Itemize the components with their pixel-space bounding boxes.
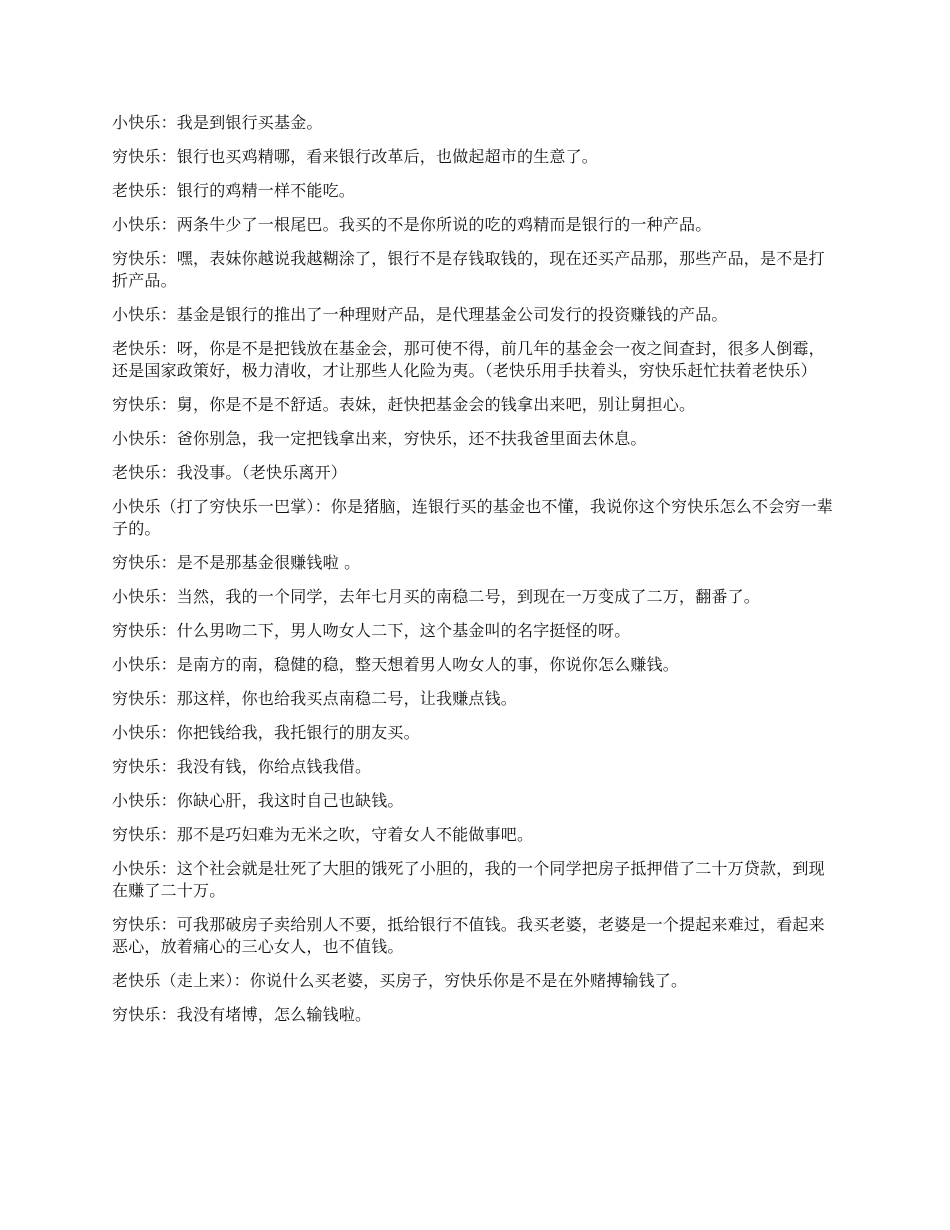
dialogue-line: 小快乐：基金是银行的推出了一种理财产品，是代理基金公司发行的投资赚钱的产品。 — [112, 305, 728, 324]
dialogue-line: 穷快乐：嘿，表妹你越说我越糊涂了，银行不是存钱取钱的，现在还买产品那，那些产品，是不是打折产品。 — [112, 249, 825, 290]
dialogue-line: 穷快乐：我没有堵博，怎么输钱啦。 — [112, 1005, 372, 1024]
dialogue-line: 小快乐（打了穷快乐一巴掌）：你是猪脑，连银行买的基金也不懂，我说你这个穷快乐怎么不会穷一辈子的。 — [112, 497, 834, 538]
dialogue-line: 小快乐：我是到银行买基金。 — [112, 113, 323, 132]
dialogue-line: 老快乐：我没事。（老快乐离开） — [112, 463, 348, 482]
dialogue-line: 老快乐（走上来）：你说什么买老婆，买房子，穷快乐你是不是在外赌搏输钱了。 — [112, 971, 688, 990]
dialogue-line: 穷快乐：那不是巧妇难为无米之吹，守着女人不能做事吧。 — [112, 825, 534, 844]
dialogue-line: 小快乐：这个社会就是壮死了大胆的饿死了小胆的，我的一个同学把房子抵押借了二十万贷款，到现在赚了二十万。 — [112, 859, 825, 900]
dialogue-line: 穷快乐：是不是那基金很赚钱啦 。 — [112, 553, 361, 572]
dialogue-line: 老快乐：银行的鸡精一样不能吃。 — [112, 181, 356, 200]
dialogue-line: 小快乐：当然，我的一个同学，去年七月买的南稳二号，到现在一万变成了二万，翻番了。 — [112, 587, 761, 606]
dialogue-line: 穷快乐：可我那破房子卖给别人不要，抵给银行不值钱。我买老婆，老婆是一个提起来难过，看起来恶心，放着痛心的三心女人，也不值钱。 — [112, 915, 825, 956]
dialogue-line: 穷快乐：什么男吻二下，男人吻女人二下，这个基金叫的名字挺怪的呀。 — [112, 621, 631, 640]
dialogue-line: 小快乐：你缺心肝，我这时自己也缺钱。 — [112, 791, 404, 810]
document-body — [112, 112, 840, 1038]
dialogue-line: 小快乐：你把钱给我，我托银行的朋友买。 — [112, 723, 420, 742]
dialogue-line: 小快乐：是南方的南，稳健的稳，整天想着男人吻女人的事，你说你怎么赚钱。 — [112, 655, 680, 674]
dialogue-line: 穷快乐：那这样，你也给我买点南稳二号，让我赚点钱。 — [112, 689, 518, 708]
dialogue-line: 穷快乐：舅，你是不是不舒适。表妹，赶快把基金会的钱拿出来吧，别让舅担心。 — [112, 395, 696, 414]
dialogue-line: 穷快乐：银行也买鸡精哪，看来银行改革后，也做起超市的生意了。 — [112, 147, 599, 166]
dialogue-line: 小快乐：两条牛少了一根尾巴。我买的不是你所说的吃的鸡精而是银行的一种产品。 — [112, 215, 712, 234]
dialogue-line: 穷快乐：我没有钱，你给点钱我借。 — [112, 757, 372, 776]
dialogue-line: 小快乐：爸你别急，我一定把钱拿出来，穷快乐，还不扶我爸里面去休息。 — [112, 429, 647, 448]
dialogue-line: 老快乐：呀，你是不是把钱放在基金会，那可使不得，前几年的基金会一夜之间查封，很多人倒霉，还是国家政策好，极力清收，才让那些人化险为夷。（老快乐用手扶着头，穷快乐赶忙扶着老快乐） — [112, 339, 825, 380]
